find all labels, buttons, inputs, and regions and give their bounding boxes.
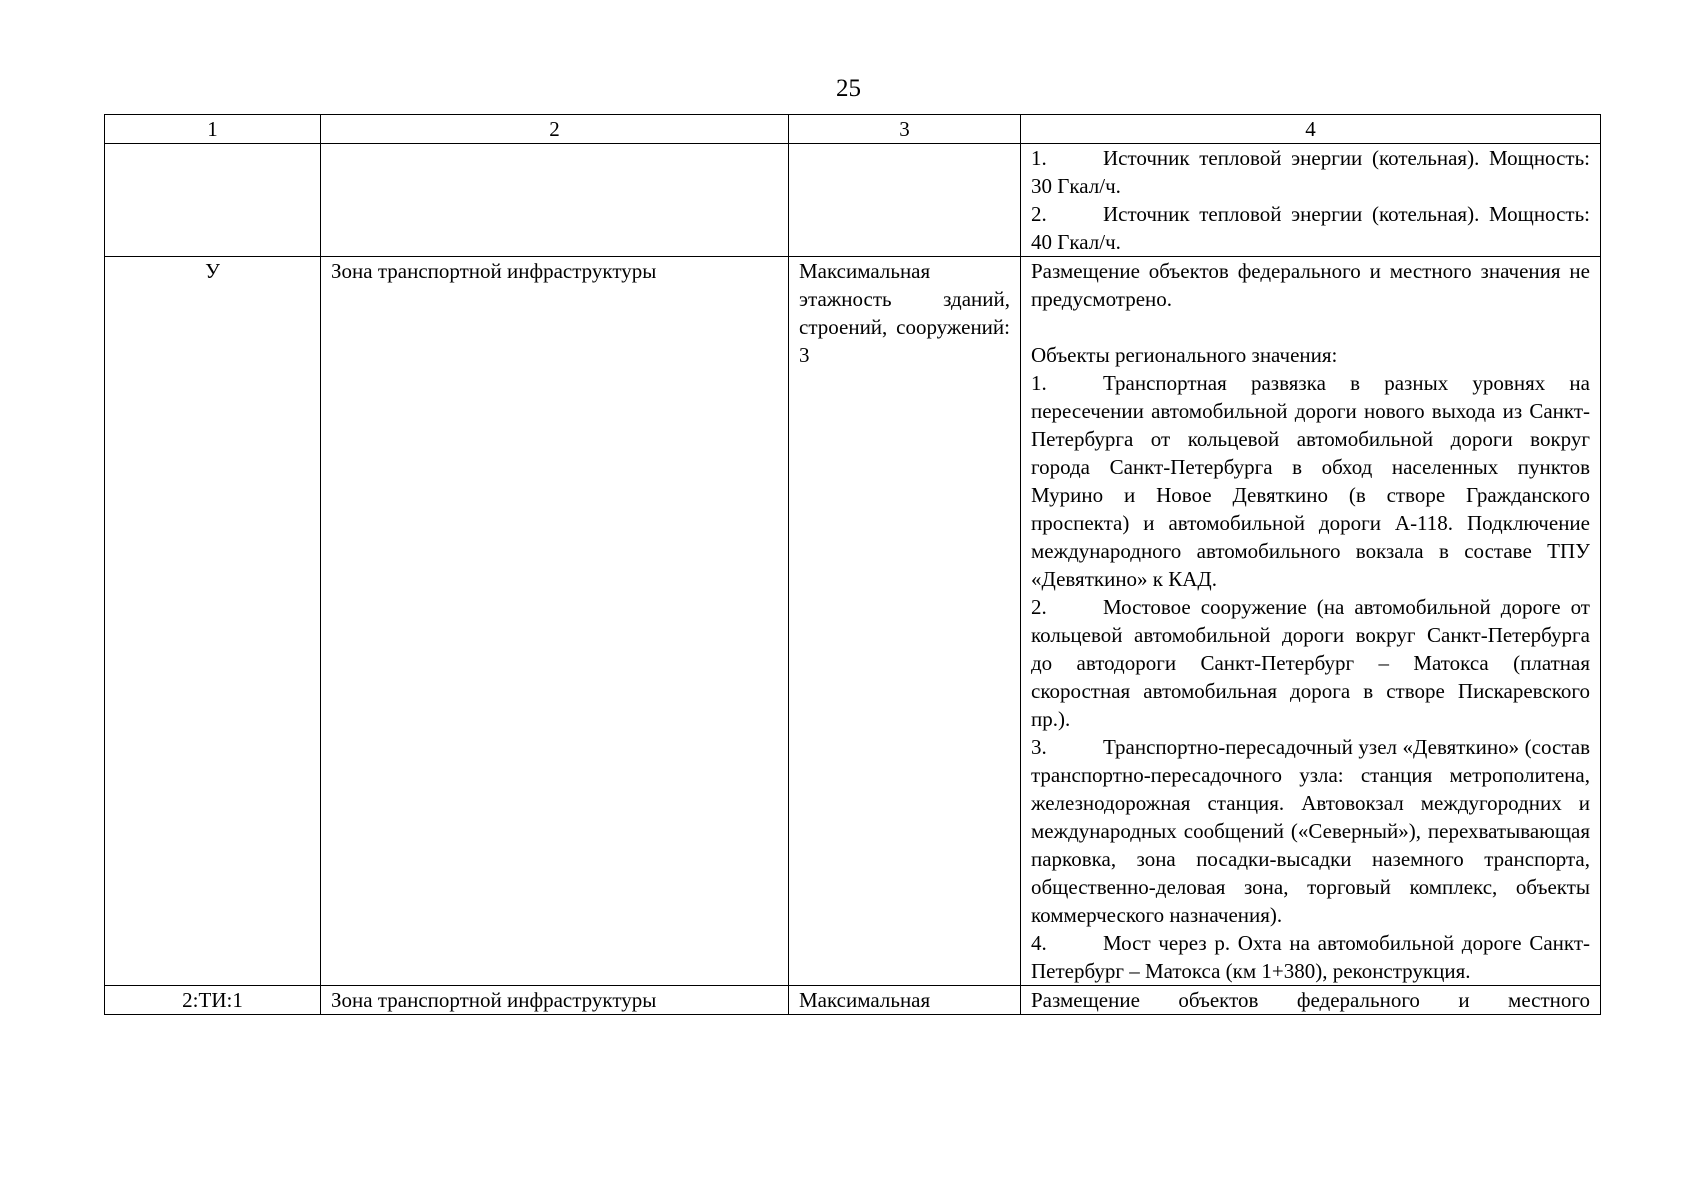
item-number: 2. xyxy=(1031,595,1047,619)
zone-name-cell xyxy=(321,144,789,257)
item-text: Источник тепловой энергии (котельная). Мощность: 30 Гкал/ч. xyxy=(1031,146,1590,198)
header-cell-2: 2 xyxy=(321,115,789,144)
objects-cell xyxy=(1021,257,1601,986)
item-text: Транспортная развязка в разных уровнях на пересечении автомобильной дороги нового выхода из Санкт-Петербурга от кольцевой автомобильной дороги вокруг города Санкт-Петербурга в обход населенных пунктов Мурино и Новое Девяткино (в створе Гражданского проспекта) и автомобильной дороги А-118. Подключение международного автомобильного вокзала в составе ТПУ «Девяткино» к КАД. xyxy=(1031,371,1590,591)
zone-params-cell: Максимальная xyxy=(789,986,1021,1015)
zone-params-cell xyxy=(789,144,1021,257)
table-row xyxy=(105,986,1601,1015)
item-number: 4. xyxy=(1031,931,1047,955)
item-text: Транспортно-пересадочный узел «Девяткино» (состав транспортно-пересадочного узла: станция метрополитена, железнодорожная станция. Автовокзал междугородних и международных сообщений («Северный»), перехватывающая парковка, зона посадки-высадки наземного транспорта, общественно-деловая зона, торговый комплекс, объекты коммерческого назначения). xyxy=(1031,735,1590,927)
page-number: 25 xyxy=(836,75,861,102)
zones-table xyxy=(104,114,1601,1015)
list-item xyxy=(1031,144,1590,200)
item-number: 2. xyxy=(1031,202,1047,226)
zone-code-cell xyxy=(105,144,321,257)
zone-code-cell: У xyxy=(105,257,321,986)
regional-heading: Объекты регионального значения: xyxy=(1031,343,1338,367)
objects-cell xyxy=(1021,986,1601,1015)
item-text: Мост через р. Охта на автомобильной дороге Санкт-Петербург – Матокса (км 1+380), реконструкция. xyxy=(1031,931,1590,983)
objects-intro: Размещение объектов федерального и местного значения не предусмотрено. xyxy=(1031,259,1590,311)
list-item xyxy=(1031,369,1590,593)
table-row xyxy=(105,144,1601,257)
item-number: 1. xyxy=(1031,146,1047,170)
paragraph-spacer xyxy=(1031,313,1590,341)
objects-intro: Размещение объектов федерального и местного xyxy=(1031,988,1590,1012)
header-cell-3: 3 xyxy=(789,115,1021,144)
item-number: 1. xyxy=(1031,371,1047,395)
list-item xyxy=(1031,733,1590,929)
zone-code-cell: 2:ТИ:1 xyxy=(105,986,321,1015)
header-cell-1: 1 xyxy=(105,115,321,144)
zone-name-cell: Зона транспортной инфраструктуры xyxy=(321,986,789,1015)
zone-name-cell: Зона транспортной инфраструктуры xyxy=(321,257,789,986)
table-header-row xyxy=(105,115,1601,144)
list-item xyxy=(1031,929,1590,985)
item-text: Мостовое сооружение (на автомобильной дороге от кольцевой автомобильной дороги вокруг Санкт-Петербурга до автодороги Санкт-Петербург – Матокса (платная скоростная автомобильная дорога в створе Пискаревского пр.). xyxy=(1031,595,1590,731)
item-number: 3. xyxy=(1031,735,1047,759)
objects-cell xyxy=(1021,144,1601,257)
list-item xyxy=(1031,593,1590,733)
item-text: Источник тепловой энергии (котельная). Мощность: 40 Гкал/ч. xyxy=(1031,202,1590,254)
list-item xyxy=(1031,200,1590,256)
zone-params-cell: Максимальная этажность зданий, строений, сооружений: 3 xyxy=(789,257,1021,986)
table-row xyxy=(105,257,1601,986)
header-cell-4: 4 xyxy=(1021,115,1601,144)
